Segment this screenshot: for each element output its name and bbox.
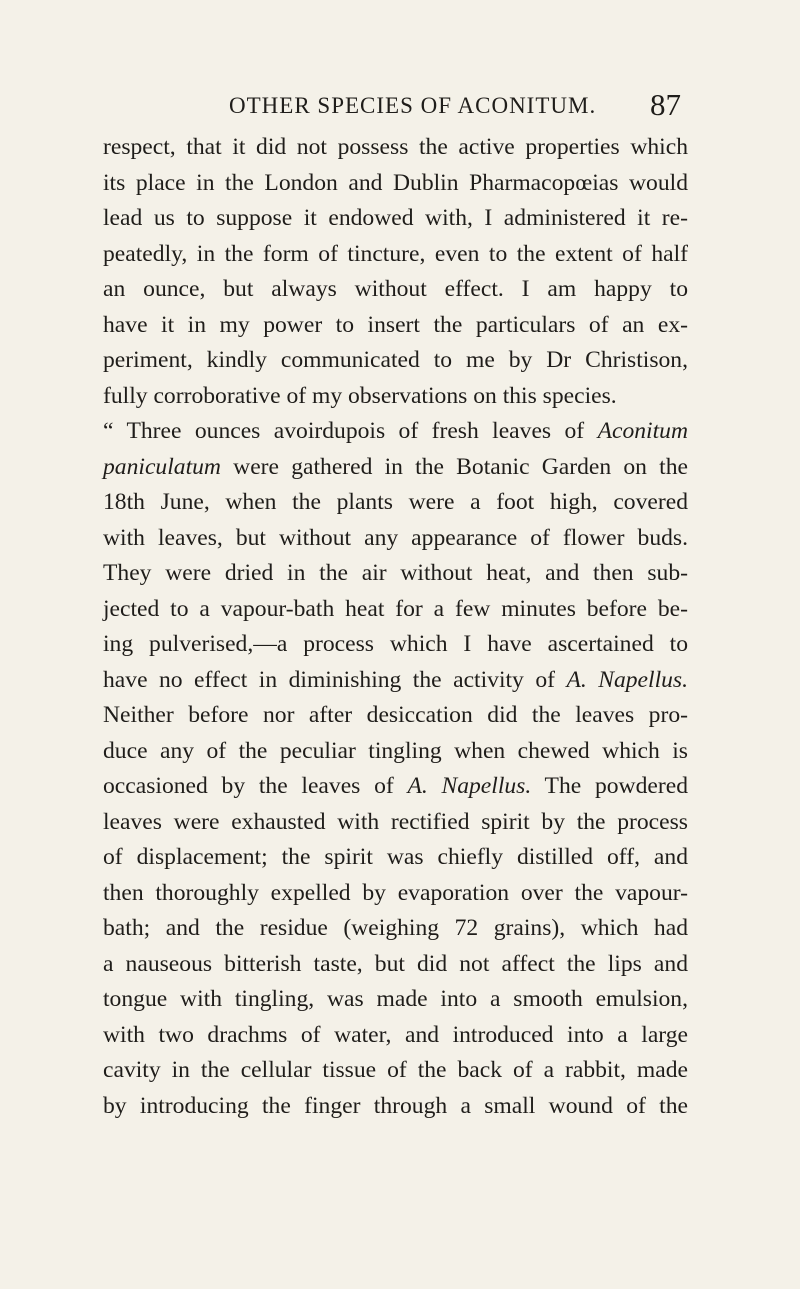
text-line: jected to a vapour-bath heat for a few minutes before be- <box>103 595 688 622</box>
text-line: bath; and the residue (weighing 72 grains), which had <box>103 915 688 941</box>
text-line: leaves were exhausted with rectified spirit by the process <box>103 808 688 835</box>
text-line <box>103 450 688 486</box>
text-line: respect, that it did not possess the active properties which <box>103 134 688 160</box>
text-line: periment, kindly communicated to me by Dr Christison, <box>103 347 688 373</box>
text-line: its place in the London and Dublin Pharmacopœias would <box>103 169 688 196</box>
text-span: occasioned by the leaves of <box>103 773 408 799</box>
italic-species-name: A. Napellus. <box>407 773 532 799</box>
text-line: an ounce, but always without effect. I am happy to <box>103 276 688 302</box>
italic-species-name: A. Napellus. <box>566 666 689 693</box>
text-line: tongue with tingling, was made into a smooth emulsion, <box>103 986 688 1012</box>
text-line: 18th June, when the plants were a foot high, covered <box>103 489 688 515</box>
text-line: with two drachms of water, and introduced into a large <box>103 1021 688 1048</box>
text-line <box>103 663 688 699</box>
text-line-quote-start <box>103 414 688 450</box>
text-line: fully corroborative of my observations on this species. <box>103 382 617 409</box>
text-line <box>103 769 688 805</box>
text-line: with leaves, but without any appearance of flower buds. <box>103 524 688 551</box>
text-span: The powdered <box>531 773 688 799</box>
running-head <box>103 87 681 125</box>
text-line: of displacement; the spirit was chiefly distilled off, and <box>103 844 688 870</box>
text-line: They were dried in the air without heat, and then sub- <box>103 560 688 586</box>
page-number: 87 <box>650 87 681 122</box>
text-span: have no effect in diminishing the activity of <box>103 666 567 693</box>
text-line: ing pulverised,—a process which I have ascertained to <box>103 631 688 657</box>
text-line: peatedly, in the form of tincture, even to the extent of half <box>103 240 688 267</box>
text-span: “ Three ounces avoirdupois of fresh leaves of <box>103 418 598 444</box>
text-line: Neither before nor after desiccation did the leaves pro- <box>103 702 688 728</box>
italic-species: paniculatum <box>103 453 221 480</box>
text-line: lead us to suppose it endowed with, I administered it re- <box>103 205 688 231</box>
text-line: a nauseous bitterish taste, but did not affect the lips and <box>103 950 688 977</box>
text-line: by introducing the finger through a small wound of the <box>103 1092 688 1119</box>
text-line: cavity in the cellular tissue of the back of a rabbit, made <box>103 1057 688 1083</box>
text-line: duce any of the peculiar tingling when chewed which is <box>103 737 688 764</box>
chapter-title: OTHER SPECIES OF ACONITUM. <box>229 93 597 118</box>
body-text <box>103 130 688 1124</box>
text-line: then thoroughly expelled by evaporation over the vapour- <box>103 879 688 906</box>
text-line: have it in my power to insert the particulars of an ex- <box>103 311 688 338</box>
italic-genus: Aconitum <box>597 418 688 444</box>
text-span: were gathered in the Botanic Garden on the <box>220 453 688 480</box>
